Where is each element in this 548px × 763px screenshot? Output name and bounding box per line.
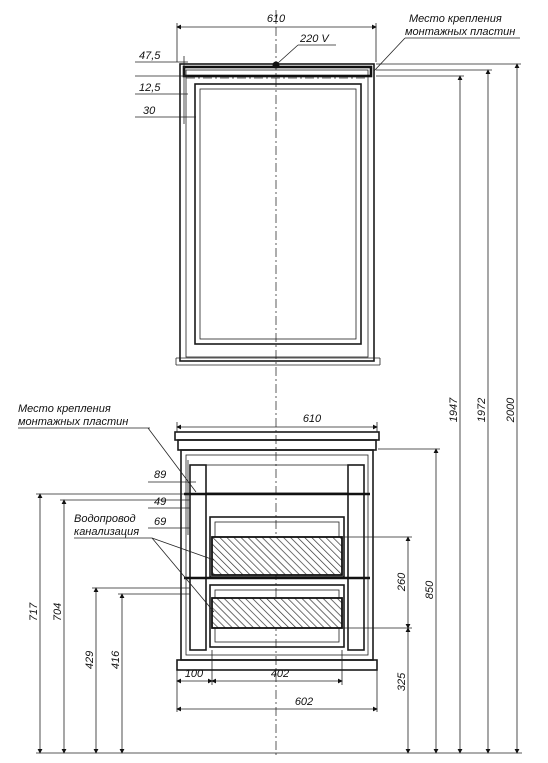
mirror-offset-frame-label: 30 xyxy=(143,105,156,117)
mirror-mounting-note-line1: Место крепления xyxy=(409,13,502,25)
dim-89-label: 89 xyxy=(154,469,167,481)
mirror-glass-panel xyxy=(195,84,361,344)
dim-402-label: 402 xyxy=(270,668,290,680)
cabinet-width-bottom-label: 602 xyxy=(294,696,314,708)
mirror-offset-mid-label: 12,5 xyxy=(139,82,161,94)
mirror-offset-top-label: 47,5 xyxy=(139,50,161,62)
height-704-label: 704 xyxy=(52,602,64,622)
height-260-label: 260 xyxy=(396,572,408,592)
height-1947-label: 1947 xyxy=(448,397,460,423)
cabinet-mounting-note-line2: монтажных пластин xyxy=(18,416,129,428)
mirror-cabinet xyxy=(176,62,380,366)
mirror-width-label: 610 xyxy=(266,13,286,25)
height-416-label: 416 xyxy=(110,650,122,670)
cabinet-mounting-note-line1: Место крепления xyxy=(18,403,111,415)
socket-voltage-label: 220 V xyxy=(300,33,329,45)
height-325-label: 325 xyxy=(396,672,408,692)
plumbing-note-line1: Водопровод xyxy=(74,513,136,525)
height-1972-label: 1972 xyxy=(476,397,488,423)
cabinet-width-top-label: 610 xyxy=(302,413,322,425)
mirror-top-mounting-bar xyxy=(184,67,371,76)
cabinet-countertop xyxy=(175,432,379,440)
plumbing-cutout-upper xyxy=(212,537,342,575)
height-717-label: 717 xyxy=(28,602,40,622)
height-429-label: 429 xyxy=(84,650,96,670)
mirror-mounting-note-line2: монтажных пластин xyxy=(405,26,516,38)
dim-49-label: 49 xyxy=(154,496,167,508)
plumbing-cutout-lower xyxy=(212,598,342,628)
height-850-label: 850 xyxy=(424,580,436,600)
vanity-cabinet xyxy=(175,432,379,670)
height-2000-label: 2000 xyxy=(505,397,517,423)
dim-100-label: 100 xyxy=(184,668,204,680)
dim-69-label: 69 xyxy=(154,516,167,528)
plumbing-note-line2: канализация xyxy=(74,526,140,538)
mirror-outer-frame xyxy=(180,64,374,361)
